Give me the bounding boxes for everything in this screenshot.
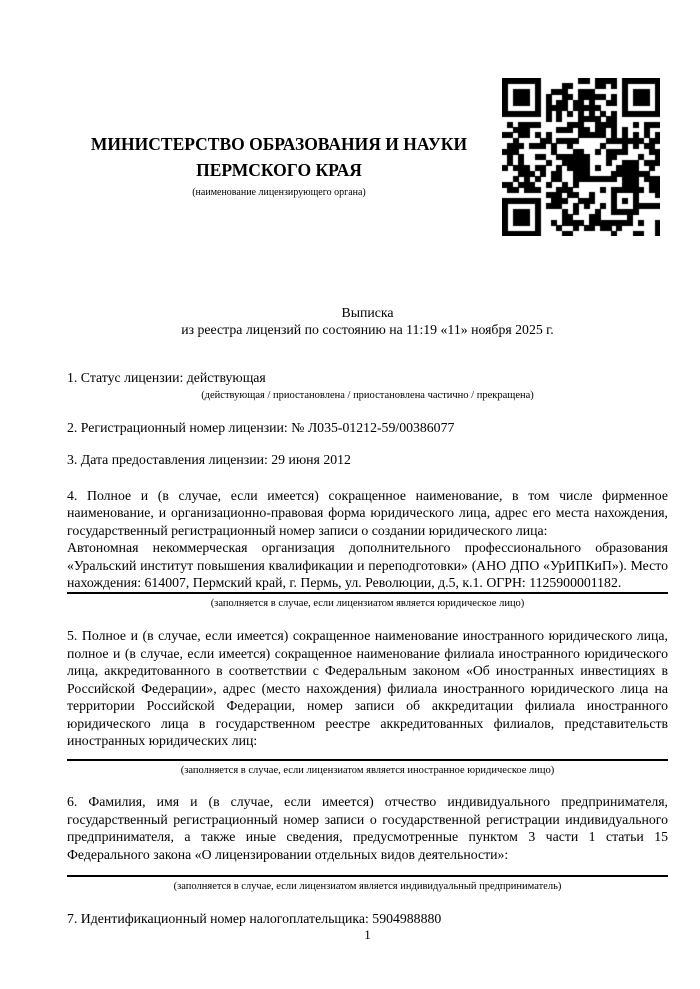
- document-title-line1: Выписка: [341, 305, 394, 320]
- qr-code-icon: [502, 78, 660, 236]
- license-status-item: 1. Статус лицензии: действующая: [67, 369, 266, 385]
- individual-entrepreneur-clause-text: 6. Фамилия, имя и (в случае, если имеется) отчество индивидуального предпринимателя, государственный регистрационный номер записи о государственной регистрации индивидуального предпринимателя, а также иные сведения, предусмотренные пунктом 3 части 1 статьи 15 Федерального закона «О лицензировании отдельных видов деятельности»:: [67, 794, 668, 862]
- inn-item: 7. Идентификационный номер налогоплательщика: 5904988880: [67, 910, 442, 926]
- licensing-authority-caption: (наименование лицензирующего органа): [192, 187, 366, 198]
- document-body: [67, 304, 668, 927]
- page-number: 1: [364, 927, 371, 942]
- individual-entrepreneur-section: [67, 793, 668, 877]
- legal-entity-value: Автономная некоммерческая организация дополнительного профессионального образования «Уральский институт повышения квалификации и переподготовки» (АНО ДПО «УрИПКиП»). Место нахождения: 614007, Пермский край, г. Пермь, ул. Революции, д.5, к.1. ОГРН: 1125900001182.: [67, 540, 668, 591]
- legal-entity-section: [67, 487, 668, 594]
- document-title-line2: из реестра лицензий по состоянию на 11:19 «11» ноября 2025 г.: [181, 322, 554, 338]
- legal-entity-clause-text: 4. Полное и (в случае, если имеется) сокращенное наименование, в том числе фирменное наименование, и организационно-правовая форма юридического лица, адрес его места нахождения, государственный регистрационный номер записи о создании юридического лица:: [67, 488, 668, 538]
- foreign-entity-section: [67, 627, 668, 761]
- legal-entity-caption: (заполняется в случае, если лицензиатом является юридическое лицо): [210, 598, 525, 610]
- licensing-authority-header: [67, 131, 491, 199]
- license-status-caption: (действующая / приостановлена / приостановлена частично / прекращена): [201, 390, 534, 402]
- registration-number-item: 2. Регистрационный номер лицензии: № Л035-01212-59/00386077: [67, 420, 455, 436]
- foreign-entity-clause-text: 5. Полное и (в случае, если имеется) сокращенное наименование иностранного юридического лица, полное и (в случае, если имеется) сокращенное наименование филиала иностранного юридического лица, аккредитованного в соответствии с Федеральным законом «Об иностранных инвестициях в Российской Федерации», адрес (место нахождения) филиала иностранного юридического лица на территории Российской Федерации, номер записи об аккредитации филиала иностранного юридического лица в государственном реестре аккредитованных филиалов, представительств иностранных юридических лиц:: [67, 628, 668, 748]
- individual-entrepreneur-caption: (заполняется в случае, если лицензиатом является индивидуальный предприниматель): [173, 880, 562, 892]
- document-title: [67, 304, 668, 339]
- ministry-name: МИНИСТЕРСТВО ОБРАЗОВАНИЯ И НАУКИ ПЕРМСКОГО КРАЯ: [90, 134, 468, 180]
- foreign-entity-caption: (заполняется в случае, если лицензиатом является иностранное юридическое лицо): [180, 765, 555, 777]
- grant-date-item: 3. Дата предоставления лицензии: 29 июня 2012: [67, 451, 351, 467]
